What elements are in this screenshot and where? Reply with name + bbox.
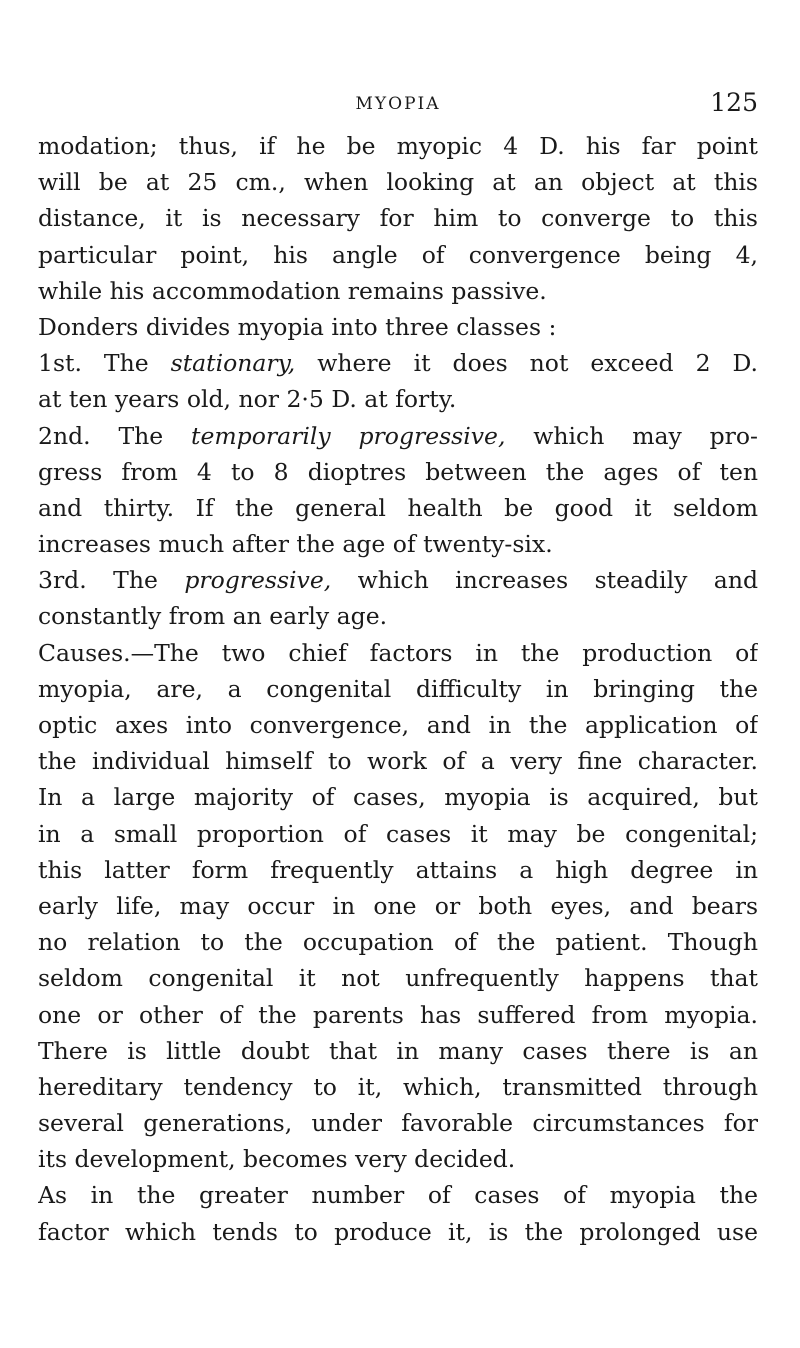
text-segment: 1st. The [38, 349, 171, 378]
text-line: one or other of the parents has suffered from myopia. [38, 1000, 758, 1029]
text-line: at ten years old, nor 2·5 D. at forty. [38, 385, 457, 414]
text-line: myopia, are, a congenital difficulty in bringing the [38, 674, 758, 703]
text-line: early life, may occur in one or both eyes, and bears [38, 891, 758, 920]
italic-term: stationary, [170, 349, 296, 378]
text-line: while his accommodation remains passive. [38, 276, 547, 305]
text-line: gress from 4 to 8 dioptres between the ages of ten [38, 457, 758, 486]
text-segment: 2nd. The [38, 421, 192, 450]
text-line: As in the greater number of cases of myopia the [38, 1181, 758, 1210]
text-segment: which increases steadily and [331, 566, 758, 595]
page-number: 125 [710, 88, 758, 117]
text-line: this latter form frequently attains a high degree in [38, 855, 758, 884]
text-line: distance, it is necessary for him to converge to this [38, 204, 758, 233]
text-line: several generations, under favorable circumstances for [38, 1109, 758, 1138]
text-line: Donders divides myopia into three classes : [38, 312, 557, 341]
text-line: will be at 25 cm., when looking at an object at this [38, 168, 758, 197]
text-line: particular point, his angle of convergence being 4, [38, 240, 758, 269]
text-segment: which may pro- [505, 421, 758, 450]
text-segment: where it does not exceed 2 D. [295, 349, 758, 378]
text-line: optic axes into convergence, and in the application of [38, 711, 758, 739]
text-line: increases much after the age of twenty-six. [38, 530, 553, 559]
text-line: seldom congenital it not unfrequently happens that [38, 964, 758, 993]
text-line: and thirty. If the general health be good it seldom [38, 493, 758, 522]
text-line: modation; thus, if he be myopic 4 D. his far point [38, 132, 758, 160]
text-line: factor which tends to produce it, is the prolonged use [38, 1217, 758, 1246]
text-line [38, 418, 758, 454]
text-line: the individual himself to work of a very fine character. [38, 747, 758, 776]
text-line: Causes.—The two chief factors in the production of [38, 638, 758, 667]
text-line: constantly from an early age. [38, 602, 388, 631]
text-segment: 3rd. The [38, 566, 185, 595]
text-line: There is little doubt that in many cases there is an [38, 1036, 758, 1065]
italic-term: progressive, [184, 566, 332, 595]
text-line [38, 345, 758, 381]
text-line: In a large majority of cases, myopia is acquired, but [38, 783, 758, 812]
text-line: no relation to the occupation of the patient. Though [38, 928, 758, 957]
text-line: its development, becomes very decided. [38, 1145, 516, 1174]
running-head: MYOPIA [355, 94, 441, 114]
italic-term: temporarily progressive, [191, 421, 506, 450]
body-text [38, 128, 758, 1250]
text-line [38, 562, 758, 598]
page-header [38, 88, 758, 118]
text-line: hereditary tendency to it, which, transmitted through [38, 1072, 758, 1101]
text-line: in a small proportion of cases it may be congenital; [38, 819, 758, 848]
